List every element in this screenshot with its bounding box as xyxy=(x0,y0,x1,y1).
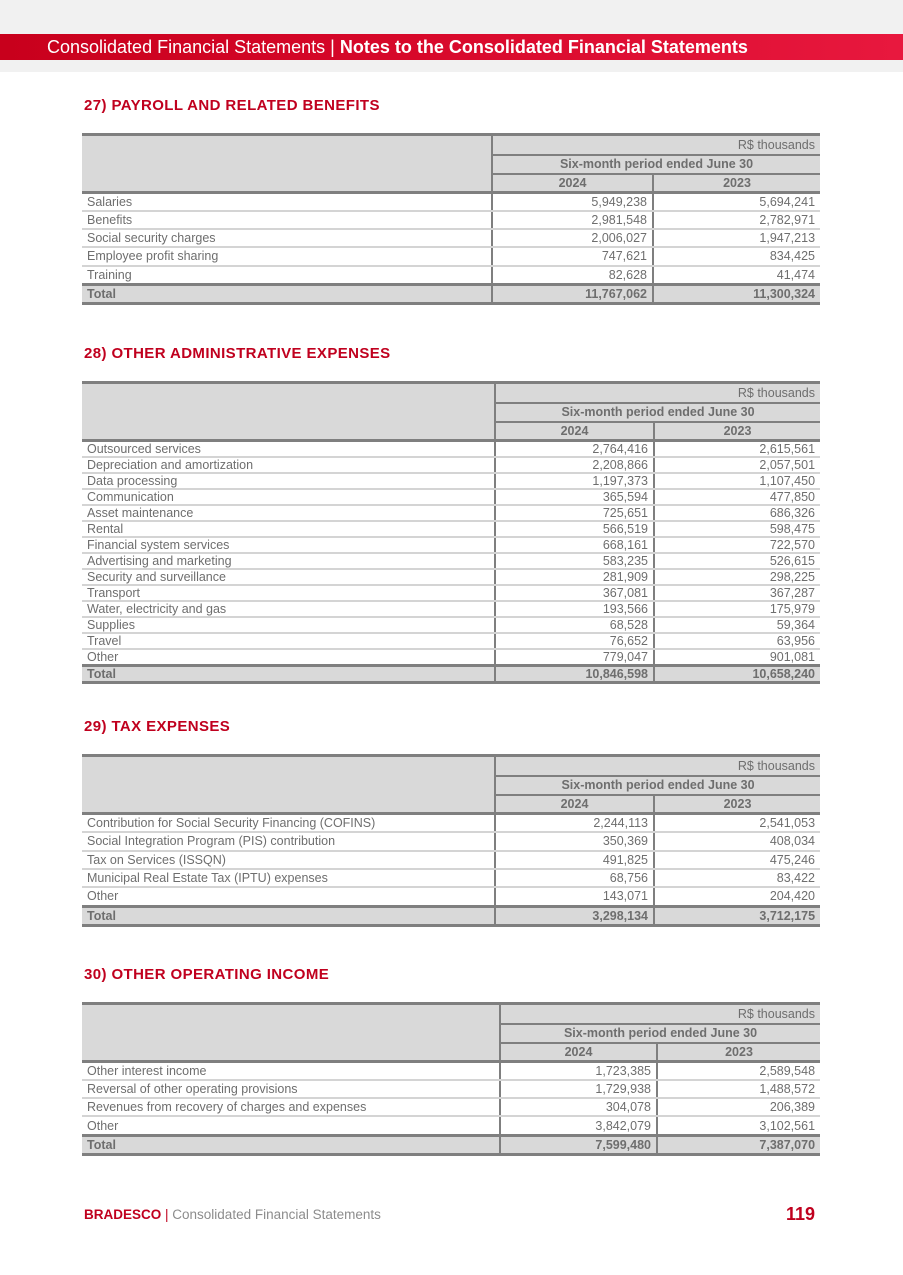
table-row xyxy=(82,569,820,585)
table-row xyxy=(82,521,820,537)
row-label: Other xyxy=(82,1116,500,1135)
footer xyxy=(84,1207,381,1222)
value-2023: 204,420 xyxy=(769,889,816,904)
row-label: Rental xyxy=(82,521,495,537)
value-2024: 143,071 xyxy=(495,887,654,906)
header-blank-cell xyxy=(82,135,492,193)
value-2024: 491,825 xyxy=(495,851,654,869)
row-label: Reversal of other operating provisions xyxy=(82,1080,500,1098)
section-title-tax-expenses: 29) TAX EXPENSES xyxy=(84,718,231,735)
header-blank-cell xyxy=(82,756,495,814)
table-row xyxy=(82,617,820,633)
year-header-2024: 2024 xyxy=(500,1043,657,1062)
value-2024: 2,006,027 xyxy=(492,229,653,247)
row-label: Water, electricity and gas xyxy=(82,601,495,617)
table-row xyxy=(82,1062,820,1081)
total-label: Total xyxy=(82,1135,500,1154)
year-header-2023: 2023 xyxy=(653,174,820,193)
value-2024: 747,621 xyxy=(492,247,653,265)
row-label: Contribution for Social Security Financing (COFINS) xyxy=(82,814,495,833)
table-row xyxy=(82,869,820,887)
value-2024: 1,197,373 xyxy=(495,473,654,489)
value-2023: 367,287 xyxy=(654,585,820,601)
value-2024: 566,519 xyxy=(495,521,654,537)
value-2024: 82,628 xyxy=(492,266,653,285)
year-header-2024: 2024 xyxy=(492,174,653,193)
value-2023: 598,475 xyxy=(654,521,820,537)
total-label: Total xyxy=(82,284,492,303)
value-2023: 2,541,053 xyxy=(654,814,820,833)
total-2024: 7,599,480 xyxy=(500,1135,657,1154)
value-2024: 583,235 xyxy=(495,553,654,569)
table-row xyxy=(82,585,820,601)
row-label: Tax on Services (ISSQN) xyxy=(82,851,495,869)
value-2023: 408,034 xyxy=(654,832,820,850)
value-2023: 2,615,561 xyxy=(654,441,820,458)
value-2024: 304,078 xyxy=(500,1098,657,1116)
value-2023: 2,782,971 xyxy=(653,211,820,229)
total-2024: 11,767,062 xyxy=(492,284,653,303)
value-2023: 1,488,572 xyxy=(657,1080,820,1098)
table-row xyxy=(82,505,820,521)
value-2023: 686,326 xyxy=(654,505,820,521)
value-2023: 526,615 xyxy=(654,553,820,569)
table-row xyxy=(82,229,820,247)
table-row xyxy=(82,553,820,569)
total-2023: 7,387,070 xyxy=(657,1135,820,1154)
unit-label: R$ thousands xyxy=(495,756,820,776)
row-label: Transport xyxy=(82,585,495,601)
value-2024: 68,756 xyxy=(495,869,654,887)
value-2023: 834,425 xyxy=(653,247,820,265)
table-row xyxy=(82,266,820,285)
value-2024: 668,161 xyxy=(495,537,654,553)
value-2023: 298,225 xyxy=(654,569,820,585)
section-title-payroll: 27) PAYROLL AND RELATED BENEFITS xyxy=(84,97,380,114)
period-label: Six-month period ended June 30 xyxy=(495,776,820,795)
row-label: Other interest income xyxy=(82,1062,500,1081)
value-2023: 901,081 xyxy=(769,650,816,664)
section-title-admin-expenses: 28) OTHER ADMINISTRATIVE EXPENSES xyxy=(84,345,391,362)
table-row xyxy=(82,473,820,489)
total-label: Total xyxy=(82,906,495,925)
row-label: Asset maintenance xyxy=(82,505,495,521)
table-row xyxy=(82,1116,820,1135)
table-row xyxy=(82,887,820,906)
value-2023: 59,364 xyxy=(654,617,820,633)
row-label: Financial system services xyxy=(82,537,495,553)
section-title-other-operating-income: 30) OTHER OPERATING INCOME xyxy=(84,966,330,983)
value-2024: 1,723,385 xyxy=(500,1062,657,1081)
value-2024: 68,528 xyxy=(495,617,654,633)
total-row xyxy=(82,666,820,683)
row-label: Supplies xyxy=(82,617,495,633)
row-label: Revenues from recovery of charges and expenses xyxy=(82,1098,500,1116)
table-row xyxy=(82,247,820,265)
value-2023: 2,589,548 xyxy=(657,1062,820,1081)
header-bar xyxy=(0,34,903,60)
total-2024: 10,846,598 xyxy=(495,666,654,683)
row-label: Employee profit sharing xyxy=(82,247,492,265)
value-2024: 779,047 xyxy=(495,649,654,666)
table-row xyxy=(82,832,820,850)
table-row xyxy=(82,193,820,212)
value-2023: 5,694,241 xyxy=(653,193,820,212)
payroll-table xyxy=(82,133,820,305)
value-2024: 365,594 xyxy=(495,489,654,505)
year-header-2024: 2024 xyxy=(495,795,654,814)
header-separator: | xyxy=(325,37,340,57)
table-row xyxy=(82,1098,820,1116)
value-2024: 350,369 xyxy=(495,832,654,850)
table-row xyxy=(82,441,820,458)
row-label: Data processing xyxy=(82,473,495,489)
table-row xyxy=(82,814,820,833)
row-label: Depreciation and amortization xyxy=(82,457,495,473)
year-header-2024: 2024 xyxy=(495,422,654,441)
value-2023: 175,979 xyxy=(654,601,820,617)
footer-separator: | xyxy=(161,1207,173,1222)
row-label: Salaries xyxy=(82,193,492,212)
value-2024: 2,764,416 xyxy=(495,441,654,458)
header-title: Notes to the Consolidated Financial Statements xyxy=(339,37,748,57)
table-row xyxy=(82,211,820,229)
unit-label: R$ thousands xyxy=(500,1004,820,1024)
value-2023: 477,850 xyxy=(654,489,820,505)
footer-text: Consolidated Financial Statements xyxy=(172,1207,381,1222)
row-label: Communication xyxy=(82,489,495,505)
total-row xyxy=(82,1135,820,1154)
value-2024: 2,244,113 xyxy=(495,814,654,833)
row-label: Advertising and marketing xyxy=(82,553,495,569)
page-number: 119 xyxy=(785,1204,815,1224)
period-label: Six-month period ended June 30 xyxy=(492,155,820,174)
value-2023: 722,570 xyxy=(654,537,820,553)
value-2024: 2,208,866 xyxy=(495,457,654,473)
table-row xyxy=(82,601,820,617)
table-row xyxy=(82,537,820,553)
unit-label: R$ thousands xyxy=(492,135,820,155)
row-label: Travel xyxy=(82,633,495,649)
value-2023: 206,389 xyxy=(657,1098,820,1116)
period-label: Six-month period ended June 30 xyxy=(500,1024,820,1043)
value-2024: 281,909 xyxy=(495,569,654,585)
other-operating-income-table xyxy=(82,1002,820,1156)
table-row xyxy=(82,489,820,505)
period-label: Six-month period ended June 30 xyxy=(495,403,820,422)
table-row xyxy=(82,633,820,649)
table-row xyxy=(82,851,820,869)
value-2023: 1,107,450 xyxy=(654,473,820,489)
value-2024: 193,566 xyxy=(495,601,654,617)
value-2023: 41,474 xyxy=(776,267,816,282)
total-2023: 11,300,324 xyxy=(653,284,820,303)
header-blank-cell xyxy=(82,383,495,441)
header-blank-cell xyxy=(82,1004,500,1062)
value-2024: 2,981,548 xyxy=(492,211,653,229)
year-header-2023: 2023 xyxy=(657,1043,820,1062)
table-row xyxy=(82,1080,820,1098)
value-2024: 367,081 xyxy=(495,585,654,601)
value-2023: 1,947,213 xyxy=(653,229,820,247)
header-prefix: Consolidated Financial Statements xyxy=(47,37,326,57)
row-label: Training xyxy=(82,266,492,285)
row-label: Security and surveillance xyxy=(82,569,495,585)
table-row xyxy=(82,457,820,473)
row-label: Benefits xyxy=(82,211,492,229)
value-2024: 1,729,938 xyxy=(500,1080,657,1098)
value-2024: 5,949,238 xyxy=(492,193,653,212)
row-label: Social Integration Program (PIS) contribution xyxy=(82,832,495,850)
value-2023: 475,246 xyxy=(654,851,820,869)
total-row xyxy=(82,906,820,925)
value-2024: 3,842,079 xyxy=(500,1116,657,1135)
footer-brand: BRADESCO xyxy=(84,1207,162,1222)
value-2023: 63,956 xyxy=(654,633,820,649)
total-2023: 10,658,240 xyxy=(654,666,820,683)
value-2024: 76,652 xyxy=(495,633,654,649)
value-2023: 2,057,501 xyxy=(654,457,820,473)
admin-expenses-table xyxy=(82,381,820,684)
total-label: Total xyxy=(82,666,495,683)
total-2024: 3,298,134 xyxy=(495,906,654,925)
tax-expenses-table xyxy=(82,754,820,927)
year-header-2023: 2023 xyxy=(654,795,820,814)
row-label: Other xyxy=(82,649,495,666)
row-label: Other xyxy=(82,887,495,906)
table-row xyxy=(82,649,820,666)
year-header-2023: 2023 xyxy=(654,422,820,441)
value-2023: 3,102,561 xyxy=(759,1118,816,1133)
value-2024: 725,651 xyxy=(495,505,654,521)
row-label: Outsourced services xyxy=(82,441,495,458)
row-label: Social security charges xyxy=(82,229,492,247)
value-2023: 83,422 xyxy=(654,869,820,887)
row-label: Municipal Real Estate Tax (IPTU) expenses xyxy=(82,869,495,887)
total-row xyxy=(82,284,820,303)
unit-label: R$ thousands xyxy=(495,383,820,403)
total-2023: 3,712,175 xyxy=(654,906,820,925)
